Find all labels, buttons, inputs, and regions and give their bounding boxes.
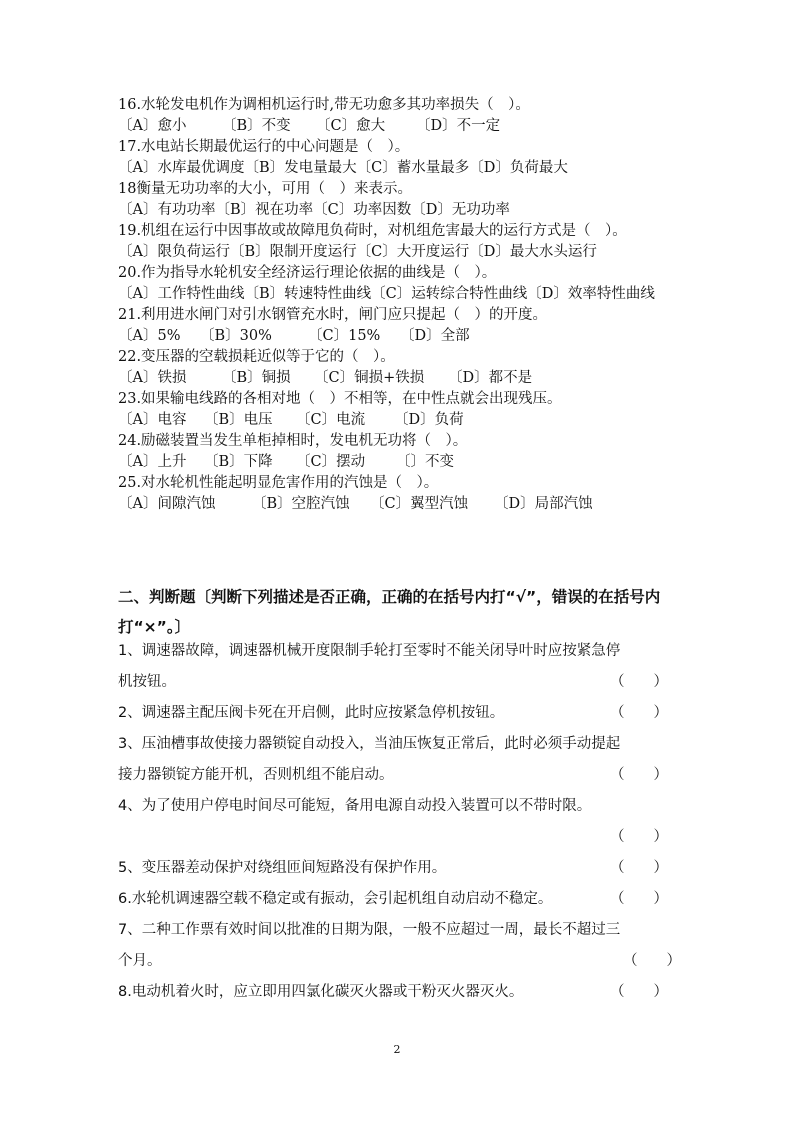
question-19: 19.机组在运行中因事故或故障甩负荷时，对机组危害最大的运行方式是（ ）。: [118, 223, 627, 239]
answer-blank[interactable]: （ ）: [610, 891, 668, 907]
tf-question-2: [118, 698, 680, 729]
question-25-options: [118, 494, 688, 515]
question-16: 16.水轮发电机作为调相机运行时,带无功愈多其功率损失（ ）。: [118, 97, 530, 113]
question-24: 24.励磁装置当发生单柜掉相时，发电机无功将（ ）。: [118, 433, 468, 449]
option-d: 〔〕不变: [396, 454, 454, 470]
answer-blank[interactable]: （ ）: [610, 705, 668, 721]
option-d: 〔D〕全部: [400, 328, 470, 344]
option-a: 〔A〕5%: [118, 328, 181, 344]
option-b: 〔B〕不变: [222, 118, 291, 134]
tf-question-7-line-2: [118, 946, 680, 977]
option-a: 〔A〕愈小: [118, 118, 187, 134]
tf-question-8: [118, 977, 680, 1008]
answer-blank[interactable]: （ ）: [610, 767, 668, 783]
question-17-options: 〔A〕水库最优调度〔B〕发电量最大〔C〕蓄水量最多〔D〕负荷最大: [118, 160, 568, 176]
option-d: 〔D〕局部汽蚀: [494, 496, 593, 512]
page-number: 2: [393, 1043, 401, 1056]
tf-question-1-line-2: [118, 667, 680, 698]
answer-blank[interactable]: （ ）: [623, 953, 681, 969]
question-23: 23.如果输电线路的各相对地（ ）不相等，在中性点就会出现残压。: [118, 391, 562, 407]
option-d: 〔D〕不一定: [416, 118, 501, 134]
tf-question-1-line-1: 1、调速器故障，调速器机械开度限制手轮打至零时不能关闭导叶时应按紧急停: [118, 643, 621, 659]
question-18-options: 〔A〕有功功率〔B〕视在功率〔C〕功率因数〔D〕无功功率: [118, 202, 510, 218]
option-a: 〔A〕上升: [118, 454, 187, 470]
option-b: 〔B〕铜损: [222, 370, 291, 386]
option-c: 〔C〕15%: [308, 328, 381, 344]
option-a: 〔A〕电容: [118, 412, 187, 428]
true-false-section: [118, 636, 680, 1008]
tf-question-5: [118, 853, 680, 884]
option-b: 〔B〕电压: [204, 412, 273, 428]
tf-question-1-text: 机按钮。: [118, 674, 176, 690]
tf-question-4-answer-line: [118, 822, 680, 853]
question-20-options: 〔A〕工作特性曲线〔B〕转速特性曲线〔C〕运转综合特性曲线〔D〕效率特性曲线: [118, 286, 655, 302]
option-c: 〔C〕电流: [296, 412, 366, 428]
question-22-options: [118, 368, 688, 389]
question-21-options: [118, 326, 688, 347]
question-25: 25.对水轮机性能起明显危害作用的汽蚀是（ ）。: [118, 475, 439, 491]
tf-question-3-text: 接力器锁锭方能开机，否则机组不能启动。: [118, 767, 394, 783]
option-c: 〔C〕铜损+铁损: [314, 370, 425, 386]
tf-question-7-line-1: 7、二种工作票有效时间以批准的日期为限，一般不应超过一周，最长不超过三: [118, 922, 621, 938]
option-b: 〔B〕30%: [200, 328, 272, 344]
question-20: 20.作为指导水轮机安全经济运行理论依据的曲线是（ ）。: [118, 265, 497, 281]
question-21: 21.利用进水闸门对引水钢管充水时，闸门应只提起（ ）的开度。: [118, 307, 548, 323]
answer-blank[interactable]: （ ）: [610, 829, 668, 845]
question-22: 22.变压器的空载损耗近似等于它的（ ）。: [118, 349, 395, 365]
tf-question-8-text: 8.电动机着火时，应立即用四氯化碳灭火器或干粉灭火器灭火。: [118, 984, 524, 1000]
true-false-heading: 二、判断题〔判断下列描述是否正确，正确的在括号内打“√”，错误的在括号内打“×”。〕: [118, 588, 661, 636]
question-23-options: [118, 410, 688, 431]
question-16-options: [118, 116, 688, 137]
option-b: 〔B〕空腔汽蚀: [252, 496, 350, 512]
question-17: 17.水电站长期最优运行的中心问题是（ ）。: [118, 139, 410, 155]
question-24-options: [118, 452, 688, 473]
option-c: 〔C〕愈大: [316, 118, 386, 134]
option-b: 〔B〕下降: [204, 454, 273, 470]
option-a: 〔A〕铁损: [118, 370, 187, 386]
tf-question-7-text: 个月。: [118, 953, 162, 969]
question-18: 18衡量无功功率的大小，可用（ ）来表示。: [118, 181, 412, 197]
answer-blank[interactable]: （ ）: [610, 674, 668, 690]
multiple-choice-section: [118, 95, 688, 515]
tf-question-4: 4、为了使用户停电时间尽可能短，备用电源自动投入装置可以不带时限。: [118, 798, 592, 814]
option-d: 〔D〕负荷: [394, 412, 464, 428]
question-19-options: 〔A〕限负荷运行〔B〕限制开度运行〔C〕大开度运行〔D〕最大水头运行: [118, 244, 597, 260]
tf-question-2-text: 2、调速器主配压阀卡死在开启侧，此时应按紧急停机按钮。: [118, 705, 505, 721]
tf-question-3-line-1: 3、压油槽事故使接力器锁锭自动投入，当油压恢复正常后，此时必须手动提起: [118, 736, 621, 752]
answer-blank[interactable]: （ ）: [610, 860, 668, 876]
tf-question-6-text: 6.水轮机调速器空载不稳定或有振动，会引起机组自动启动不稳定。: [118, 891, 553, 907]
option-c: 〔C〕翼型汽蚀: [370, 496, 469, 512]
option-d: 〔D〕都不是: [448, 370, 533, 386]
option-c: 〔C〕摆动: [296, 454, 366, 470]
tf-question-6: [118, 884, 680, 915]
tf-question-5-text: 5、变压器差动保护对绕组匝间短路没有保护作用。: [118, 860, 447, 876]
option-a: 〔A〕间隙汽蚀: [118, 496, 216, 512]
answer-blank[interactable]: （ ）: [610, 984, 668, 1000]
tf-question-3-line-2: [118, 760, 680, 791]
